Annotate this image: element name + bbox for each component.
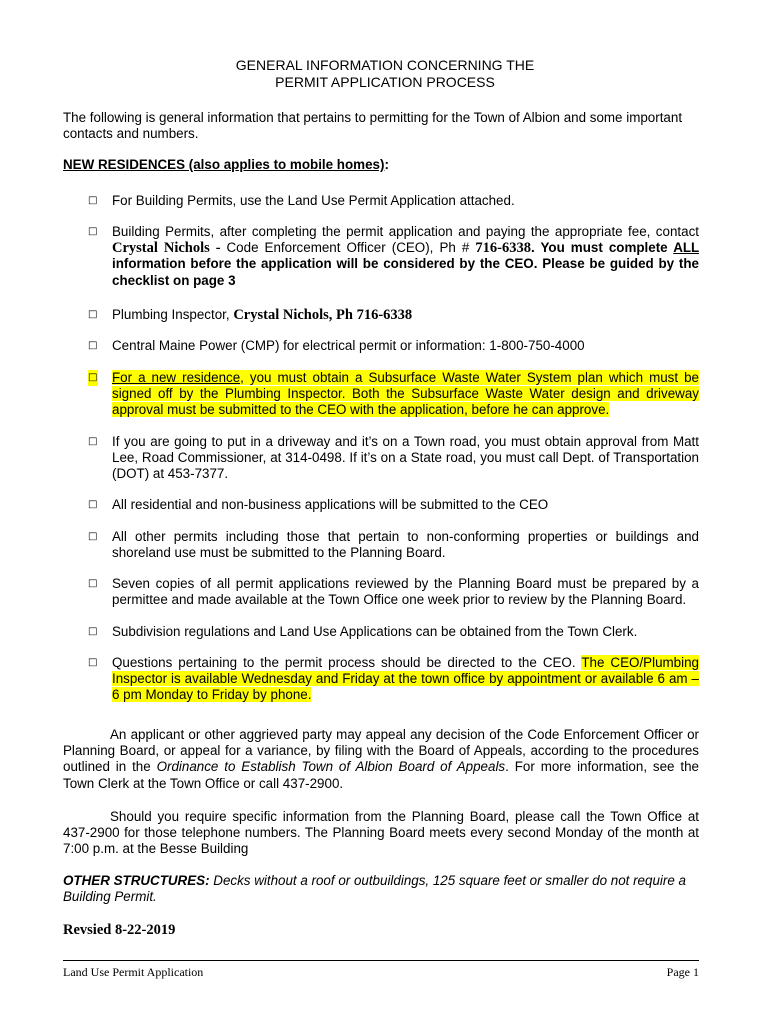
intro-paragraph: The following is general information that pertains to permitting for the Town of Albion and some important contacts and numbers. — [63, 110, 683, 142]
list-item — [63, 497, 699, 513]
title-line-1: GENERAL INFORMATION CONCERNING THE — [235, 57, 535, 73]
text-run: , you must obtain a Subsurface Waste Water System plan which must be signed off by the Plumbing Inspector. Both the Subsurface Waste Water design and driveway approval must be submitted to the CEO with the application, before he can approve. — [112, 370, 699, 418]
list-item-text: Central Maine Power (CMP) for electrical permit or information: 1-800-750-4000 — [112, 338, 585, 353]
section-heading-text: NEW RESIDENCES (also applies to mobile homes) — [63, 157, 385, 172]
checkbox-bullet-icon: □ — [88, 578, 98, 589]
text-run: . You must complete — [530, 240, 674, 256]
footer-page-number: Page 1 — [666, 965, 699, 979]
list-item — [63, 370, 699, 419]
checkbox-bullet-icon: □ — [88, 226, 98, 237]
list-item — [63, 224, 699, 289]
checkbox-bullet-icon: □ — [88, 370, 98, 386]
footer-document-name: Land Use Permit Application — [63, 965, 204, 979]
other-structures-paragraph — [63, 873, 699, 905]
checkbox-bullet-icon: □ — [88, 195, 98, 206]
text-run: Plumbing Inspector, — [112, 307, 234, 322]
list-item-text: For Building Permits, use the Land Use Permit Application attached. — [112, 193, 515, 208]
section-heading — [63, 157, 389, 173]
appeal-paragraph — [63, 727, 699, 792]
text-run: Building Permits, after completing the permit application and paying the appropriate fee, contact — [112, 224, 699, 239]
planning-board-paragraph: Should you require specific information from the Planning Board, please call the Town Office at 437-2900 for those telephone numbers. The Planning Board meets every second Monday of the month at 7:00 p.m. at the Besse Building — [63, 809, 699, 857]
list-item — [63, 576, 699, 608]
revised-date: Revsied 8-22-2019 — [63, 922, 176, 938]
checkbox-bullet-icon: □ — [88, 626, 98, 637]
text-run: . For more information, see the Town Clerk at the Town Office or call 437-2900. — [63, 759, 700, 791]
checkbox-bullet-icon: □ — [88, 499, 98, 510]
emphasis-all: ALL — [673, 240, 699, 256]
list-item — [63, 338, 699, 354]
list-item — [63, 307, 699, 323]
checkbox-bullet-icon: □ — [88, 531, 98, 542]
list-item-text — [112, 370, 699, 419]
list-item — [63, 193, 699, 209]
ordinance-title: Ordinance to Establish Town of Albion Board of Appeals — [156, 759, 506, 775]
other-structures-label: OTHER STRUCTURES: — [63, 873, 210, 888]
checkbox-bullet-icon: □ — [88, 309, 98, 320]
text-run: The CEO/Plumbing Inspector is available Wednesday and Friday at the town office by appointment or available 6 am – 6 pm Monday to Friday by phone. — [112, 655, 699, 703]
list-item-text: Seven copies of all permit applications reviewed by the Planning Board must be prepared by a permittee and made available at the Town Office one week prior to review by the Planning Board. — [112, 576, 699, 608]
list-item — [63, 434, 699, 483]
ceo-name: Crystal Nichols - — [112, 240, 227, 257]
list-item-text: All other permits including those that pertain to non-conforming properties or buildings and shoreland use must be submitted to the Planning Board. — [112, 529, 699, 561]
text-run: For a new residence — [112, 370, 241, 385]
list-item-text: All residential and non-business applications will be submitted to the CEO — [112, 497, 549, 512]
text-run: An applicant or other aggrieved party may appeal any decision of the Code Enforcement Officer or Planning Board, or appeal for a variance, by filing with the Board of Appeals, according to the procedures outlined in the — [63, 727, 699, 775]
checkbox-bullet-icon: □ — [88, 657, 98, 668]
text-run: Code Enforcement Officer (CEO), Ph # — [226, 240, 476, 256]
checkbox-bullet-icon: □ — [88, 340, 98, 351]
ceo-phone: 716-6338 — [475, 240, 531, 257]
list-item — [63, 529, 699, 561]
text-run: Questions pertaining to the permit process should be directed to the CEO. — [112, 655, 582, 670]
list-item-text — [112, 224, 699, 289]
list-item — [63, 655, 699, 704]
list-item-text: If you are going to put in a driveway and it’s on a Town road, you must obtain approval from Matt Lee, Road Commissioner, at 314-0498. If it’s on a State road, you must call Dept. of Transportation (DOT) at 453-7377. — [112, 434, 699, 482]
document-title — [0, 57, 770, 91]
list-item-text — [112, 307, 699, 323]
plumbing-inspector-name: Crystal Nichols, Ph 716-6338 — [233, 307, 413, 323]
title-line-2: PERMIT APPLICATION PROCESS — [275, 74, 495, 90]
checkbox-bullet-icon: □ — [88, 436, 98, 447]
text-run: Decks without a roof or outbuildings, 125 square feet or smaller do not require a Building Permit. — [63, 873, 686, 905]
section-heading-colon: : — [384, 157, 389, 172]
list-item — [63, 624, 699, 640]
footer-divider — [63, 960, 699, 961]
text-run: information before the application will be considered by the CEO. Please be guided by the checklist on page 3 — [112, 256, 699, 288]
list-item-text — [112, 655, 699, 704]
list-item-text: Subdivision regulations and Land Use Applications can be obtained from the Town Clerk. — [112, 624, 638, 639]
